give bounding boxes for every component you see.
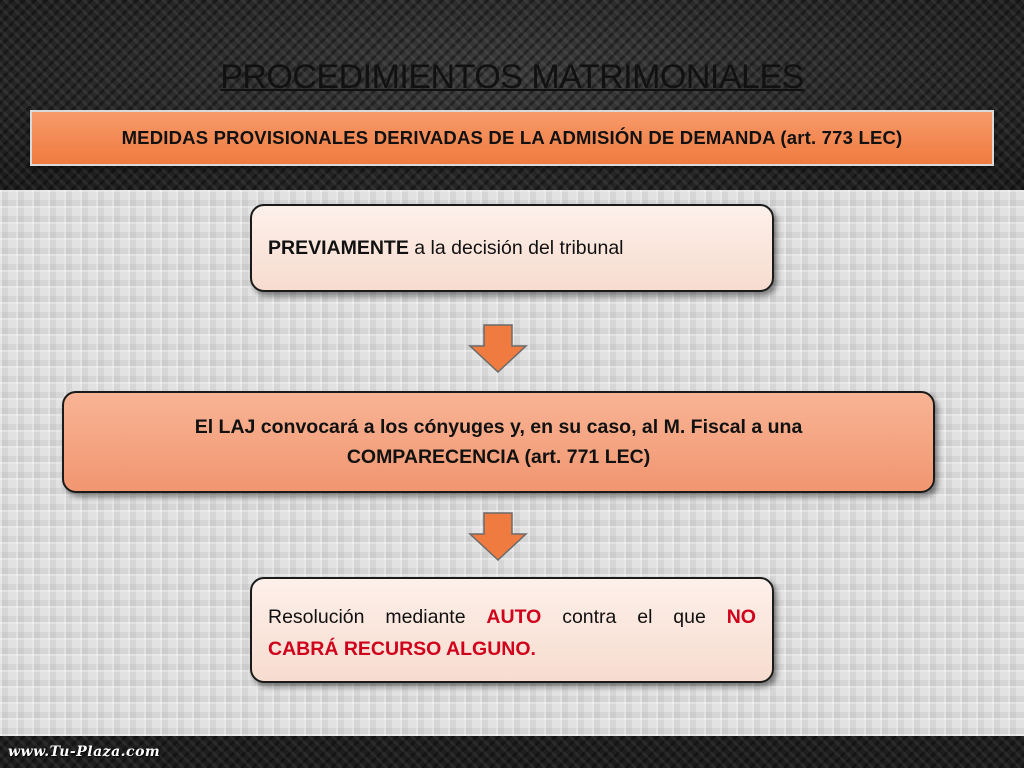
step1-bold-text: PREVIAMENTE (268, 236, 409, 259)
flow-step-previamente (250, 204, 774, 292)
subtitle-text: MEDIDAS PROVISIONALES DERIVADAS DE LA ADMISIÓN DE DEMANDA (art. 773 LEC) (121, 127, 903, 148)
subtitle-banner (30, 110, 994, 166)
slide-title: PROCEDIMIENTOS MATRIMONIALES (220, 58, 804, 96)
step1-text: a la decisión del tribunal (414, 236, 624, 259)
down-arrow-icon (468, 512, 528, 562)
step3-word-mediante: mediante (385, 606, 466, 628)
step3-auto: AUTO (486, 606, 542, 628)
flow-step-comparecencia (62, 391, 935, 493)
step3-no: NO (726, 606, 756, 628)
step2-line1: El LAJ convocará a los cónyuges y, en su caso, al M. Fiscal a una (194, 416, 803, 438)
step3-word-contra: contra (562, 606, 617, 628)
site-watermark: www.Tu-Plaza.com (8, 744, 161, 760)
step3-line1 (268, 601, 756, 633)
step3-word-resolucion: Resolución (268, 606, 365, 628)
down-arrow-icon (468, 324, 528, 374)
step3-line2: CABRÁ RECURSO ALGUNO. (268, 638, 536, 660)
step2-line2: COMPARECENCIA (art. 771 LEC) (346, 446, 651, 468)
step3-word-el: el (637, 606, 653, 628)
step3-word-que: que (673, 606, 706, 628)
flow-step-resolucion (250, 577, 774, 683)
